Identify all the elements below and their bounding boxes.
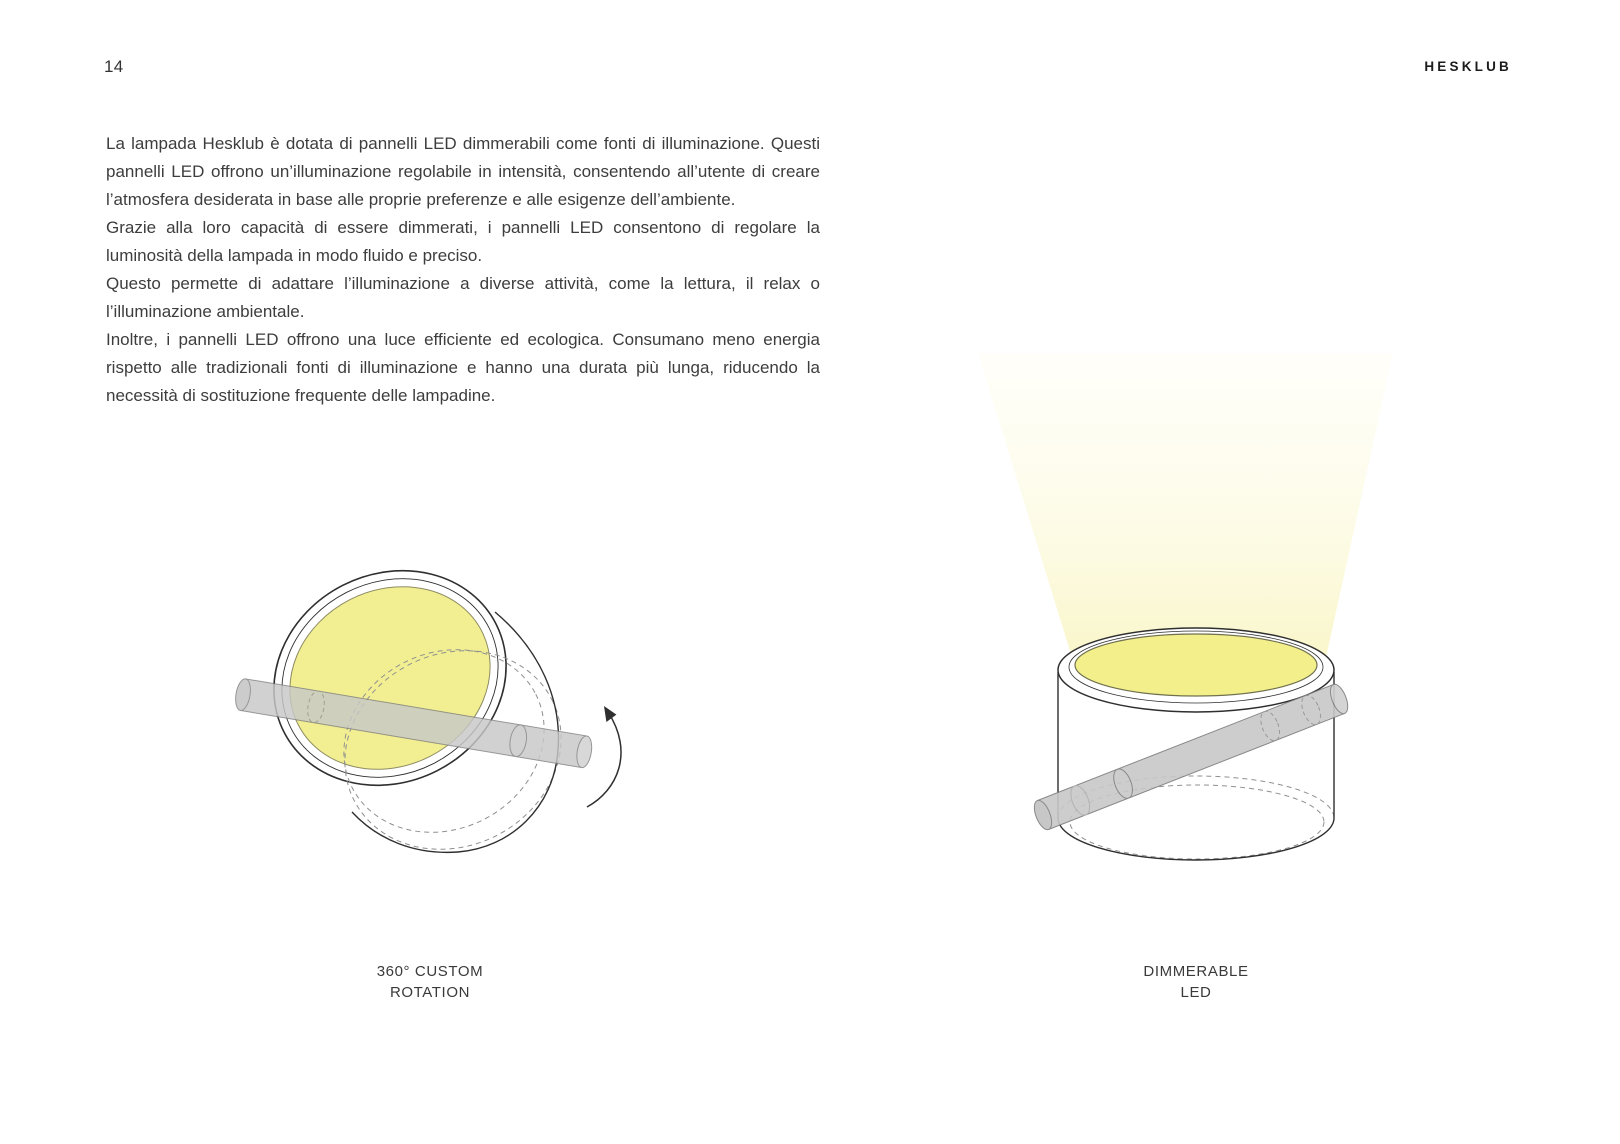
body-text-block: [106, 130, 820, 410]
led-panel: [258, 553, 521, 803]
brand-logo-text: HESKLUB: [1424, 59, 1512, 74]
led-panel: [1075, 634, 1317, 696]
dimmable-illustration: [935, 335, 1405, 875]
rotation-arrow-icon: [587, 706, 621, 807]
paragraph: Questo permette di adattare l’illuminazione a diverse attività, come la lettura, il relax o l’illuminazione ambientale.: [106, 274, 820, 321]
lamp-face: [1058, 628, 1334, 712]
caption-line: DIMMERABLE: [1143, 963, 1249, 980]
paragraph: Grazie alla loro capacità di essere dimmerati, i pannelli LED consentono di regolare la luminosità della lampada in modo fluido e preciso.: [106, 218, 820, 265]
page-number: 14: [104, 57, 124, 76]
caption-rotation: [320, 961, 540, 1003]
paragraph: La lampada Hesklub è dotata di pannelli LED dimmerabili come fonti di illuminazione. Questi pannelli LED offrono un’illuminazione regolabile in intensità, consentendo all’utente di creare l’atmosfera desiderata in base alle proprie preferenze e alle esigenze dell’ambiente.: [106, 134, 820, 209]
lamp-face: [237, 540, 543, 825]
caption-dimmable: [1086, 961, 1306, 1003]
caption-line: LED: [1180, 984, 1212, 1001]
caption-line: ROTATION: [389, 984, 471, 1001]
paragraph: Inoltre, i pannelli LED offrono una luce efficiente ed ecologica. Consumano meno energia rispetto alle tradizionali fonti di illuminazione e hanno una durata più lunga, riducendo la necessità di sostituzione frequente delle lampadine.: [106, 330, 820, 405]
rotation-illustration: [210, 540, 650, 880]
caption-line: 360° CUSTOM: [376, 963, 484, 980]
